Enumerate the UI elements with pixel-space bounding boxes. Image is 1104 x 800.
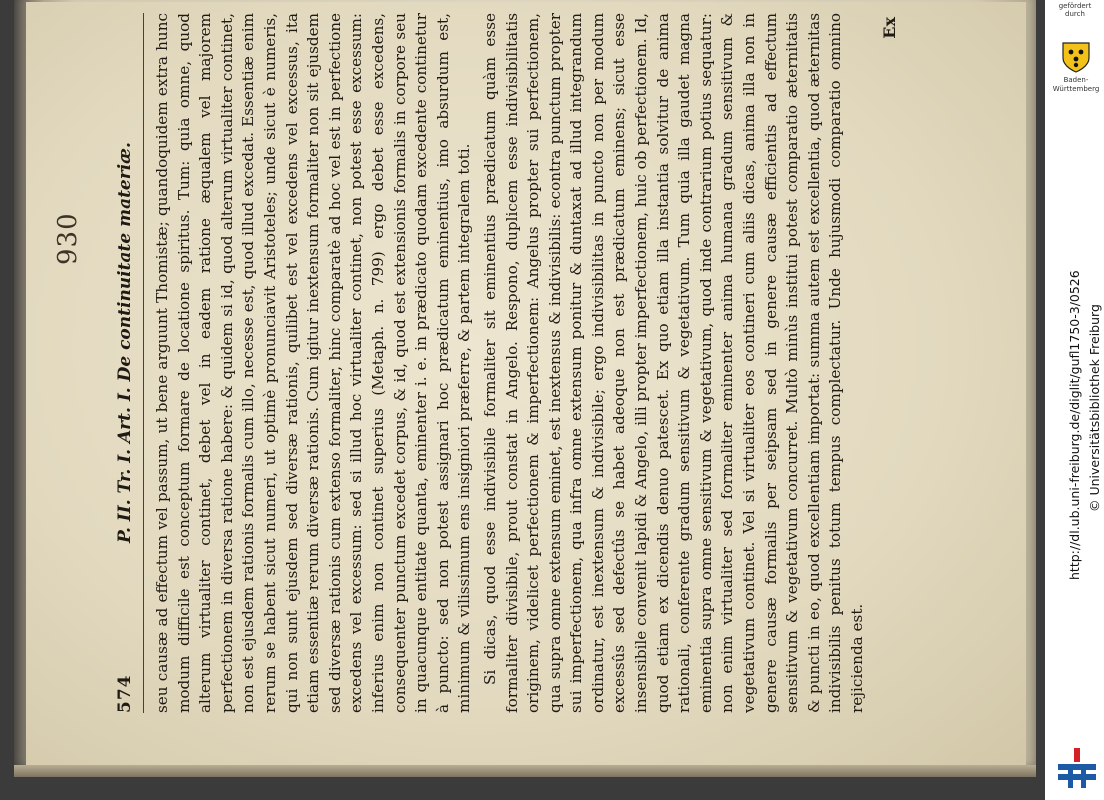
page-number: 574 xyxy=(115,674,135,713)
copyright-label: © Universitätsbibliothek Freiburg xyxy=(1087,304,1102,512)
marginal-number: 930 xyxy=(53,212,83,265)
funded-by-label: gefördert durch xyxy=(1058,2,1092,18)
body-text xyxy=(144,13,900,713)
ub-freiburg-logo-icon xyxy=(1056,748,1098,792)
running-title: P. II. Tr. I. Art. I. De continuitate materiæ. xyxy=(115,142,135,543)
baden-wuerttemberg-crest-icon xyxy=(1060,40,1092,78)
page-bottom-edge xyxy=(14,765,1036,777)
running-head xyxy=(111,13,144,713)
permalink-url[interactable]: http://dl.ub.uni-freiburg.de/diglit/gufl1750-3/0526 xyxy=(1067,270,1082,580)
funder-name: Baden-Württemberg xyxy=(1052,76,1100,93)
book-page xyxy=(26,2,1026,767)
paragraph-2: Si dicas, quod esse indivisibile formaliter sit eminentius prædicatum quàm esse formaliter divisibile, prout constat in Angelo. Respono, duplicem esse indivisibilitatis originem, videlicet perfectionem & imperfectionem: Angelus propter sui perfectionem, qua supra omne extensum eminet, est inextensus & indivisibilis: econtra punctum propter sui imperfectionem, qua infra omne extensum ponitur & duntaxat ad illud integrandum ordinatur, est inextensum & indivisibile; ergo indivisibilitas in puncto non per modum excessûs sed defectûs se habet adeoque non est prædicatum eminens; sicut esse insensibile convenit lapidi & Angelo, illi propter imperfectionem, huic ob perfectionem. Id, quod etiam ex dicendis denuo patescet. Ex quo etiam illa instantia solvitur de anima rationali, conferente gradum sensitivum & vegetativum. Tum quia illa gaudet magna eminentia supra omne sensitivum & vegetativum, quod inde contrarium potius sequatur: non enim virtualiter sed formaliter eminenter anima humana gradum sensitivum & vegetativum continet. Vel si virtualiter eos contineri cum aliis dicas, anima illa non in genere causæ formalis per seipsam sed in genere causæ efficientis ad effectum sensitivum & vegetativum concurret. Multò minùs institui potest comparatio æternitatis & puncti in eo, quod excellentiam importat: summa autem est excellentia, quod æternitas indivisibilis penitus totum tempus complectatur. Unde hujusmodi comparatio omnino rejicienda est. xyxy=(480,13,866,713)
catchword: Ex xyxy=(879,17,899,39)
page-text-block xyxy=(53,13,981,713)
paragraph-1: seu causæ ad effectum vel passum, ut bene arguunt Thomistæ; quandoquidem extra hunc modum difficile est conceptum formare de locatione spiritus. Tum: quia omne, quod alterum virtualiter continet, debet vel in eadem ratione æqualem vel majorem perfectionem in diversa ratione habere: & quidem si id, quod alterum virtualiter continet, non est ejusdem rationis formalis cum illo, necesse est, quod illud excedat. Essentiæ enim rerum se habent sicut numeri, ut optimè pronunciavit Aristoteles; unde sicut è numeris, qui non sunt ejusdem sed diversæ rationis, quilibet est vel excedens vel excessus, ita etiam essentiæ rerum diversæ rationis. Cum igitur inextensum formaliter non sit ejusdem sed diversæ rationis cum extenso formaliter, hinc comparatè ad hoc vel est in perfectione excedens vel excessum: sed si illud hoc virtualiter continet, non potest esse excessum: inferius enim non continet superius (Metaph. n. 799) ergo debet esse excedens, consequenter punctum excedet corpus, & id, quod est extensionis formalis in corpore seu in quacunque entitate quanta, eminenter i. e. in prædicato quodam excedente continetur à puncto: sed non potest assignari hoc prædicatum eminentius, imo absurdum est, minimum & vilissimum ens insigniori præferre, & partem integralem toti. xyxy=(153,13,474,713)
